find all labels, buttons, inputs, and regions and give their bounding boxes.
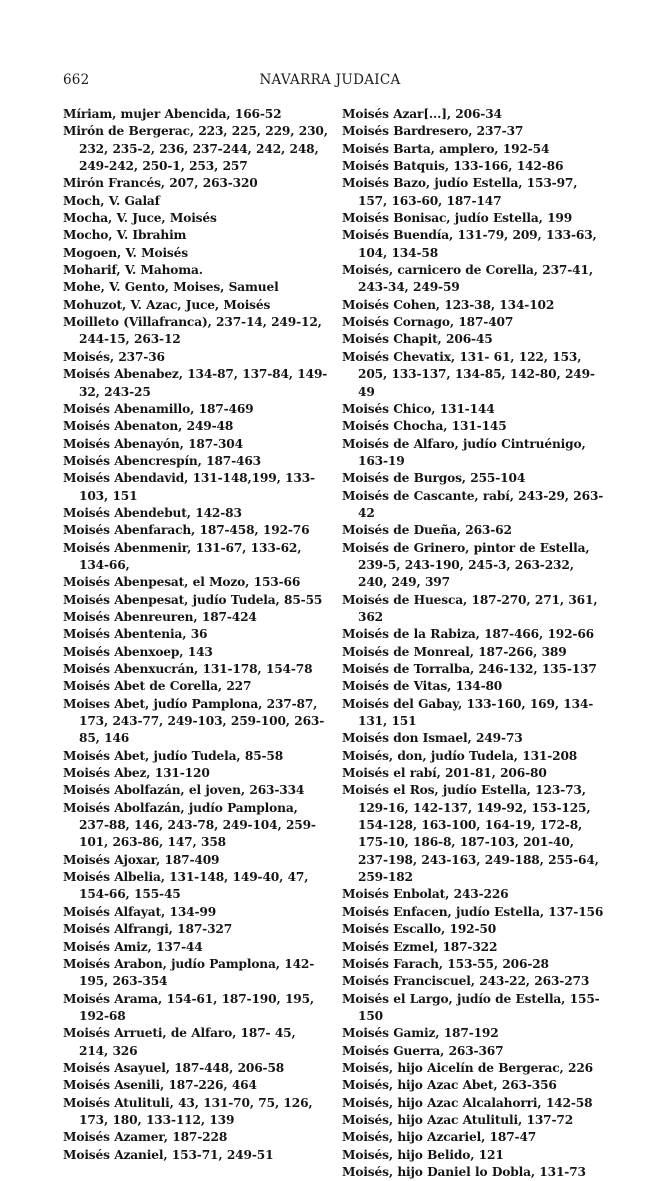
- index-entry: Moisés Alfayat, 134-99: [63, 904, 217, 919]
- index-entry: Moisés Bonisac, judío Estella, 199: [342, 211, 573, 226]
- index-entry: Moisés Asenili, 187-226, 464: [63, 1078, 257, 1093]
- index-entry: Moisés Abenaton, 249-48: [63, 419, 234, 434]
- index-entry: Moisés Cornago, 187-407: [342, 315, 514, 330]
- index-entry: Moisés Arama, 154-61, 187-190, 195, 192-68: [63, 991, 315, 1023]
- index-entry: Moisés Abolfazán, el joven, 263-334: [63, 783, 305, 798]
- index-entry: Moisés Arrueti, de Alfaro, 187- 45, 214, 326: [63, 1026, 296, 1058]
- index-entry: Moisés del Gabay, 133-160, 169, 134-131, 151: [342, 696, 594, 729]
- index-entry: Moisés de Vitas, 134-80: [342, 679, 503, 694]
- index-entry: Moisés Ajoxar, 187-409: [63, 852, 220, 867]
- index-entry: Moisés Farach, 153-55, 206-28: [342, 956, 549, 971]
- index-entry: Moisés Abenxucrán, 131-178, 154-78: [63, 662, 313, 676]
- index-entry: Moch, V. Galaf: [63, 193, 160, 208]
- index-entry: Moisés Abendavid, 131-148,199, 133-103, 151: [63, 471, 315, 503]
- index-entry: Moisés Albelia, 131-148, 149-40, 47, 154-66, 155-45: [63, 870, 309, 902]
- index-entry: Moisés Abenfarach, 187-458, 192-76: [63, 523, 310, 538]
- index-entry: Moisés Abencrespín, 187-463: [63, 453, 262, 468]
- index-entry: Moisés Arabon, judío Pamplona, 142-195, 263-354: [63, 956, 315, 989]
- index-entry: Moisés Ezmel, 187-322: [342, 939, 498, 954]
- index-entry: Mohuzot, V. Azac, Juce, Moisés: [63, 297, 271, 312]
- index-entry: Mocho, V. Ibrahim: [63, 228, 187, 243]
- index-entry: Moisés Abenmenir, 131-67, 133-62, 134-66,: [63, 540, 302, 572]
- page-number: 662: [63, 72, 90, 88]
- index-entry: Moisés Abet de Corella, 227: [63, 679, 252, 694]
- index-entry: Mogoen, V. Moisés: [63, 245, 188, 260]
- index-entry: Moisés Abenayón, 187-304: [63, 436, 243, 451]
- index-entry: Moisés Abendebut, 142-83: [63, 505, 242, 520]
- index-entry: Moisés Gamiz, 187-192: [342, 1026, 499, 1041]
- index-entry: Moisés, carnicero de Corella, 237-41, 243-34, 249-59: [342, 263, 593, 295]
- index-entry: Mirón Francés, 207, 263-320: [63, 176, 258, 191]
- index-entry: Moisés el Largo, judío de Estella, 155-150: [342, 991, 600, 1023]
- index-entry: Moisés, 237-36: [63, 349, 165, 364]
- index-entry: Moisés Abenabez, 134-87, 137-84, 149-32, 243-25: [63, 367, 328, 399]
- index-entry: Moisés Abentenia, 36: [63, 627, 208, 642]
- index-entry: Moisés Enbolat, 243-226: [342, 887, 509, 902]
- index-entry: Moisés Enfacen, judío Estella, 137-156: [342, 904, 604, 919]
- index-entry: Moisés de Torralba, 246-132, 135-137: [342, 662, 597, 676]
- index-entry: Moisés Batquis, 133-166, 142-86: [342, 159, 564, 174]
- index-entry: Moisés Abenpesat, judío Tudela, 85-55: [63, 592, 323, 607]
- index-entry: Moisés, hijo Azac Alcalahorri, 142-58: [342, 1095, 593, 1110]
- index-entry: Moisés Abenamillo, 187-469: [63, 401, 254, 416]
- index-entry: Moisés Chocha, 131-145: [342, 419, 507, 434]
- index-entry: Moisés Alfrangi, 187-327: [63, 922, 233, 937]
- index-entry: Moisés, hijo Daniel lo Dobla, 131-73: [342, 1164, 586, 1179]
- index-entry: Moisés, hijo Azcariel, 187-47: [342, 1130, 537, 1145]
- index-entry: Moisés, hijo Azac Atulituli, 137-72: [342, 1112, 574, 1127]
- index-entry: Moilleto (Villafranca), 237-14, 249-12, 244-15, 263-12: [63, 315, 322, 347]
- index-entry: Moisés Bazo, judío Estella, 153-97, 157, 163-60, 187-147: [342, 176, 578, 208]
- index-entry: Mocha, V. Juce, Moisés: [63, 211, 217, 226]
- index-entry: Moisés Azamer, 187-228: [63, 1130, 228, 1145]
- index-entry: Moisés Asayuel, 187-448, 206-58: [63, 1060, 285, 1075]
- index-entry: Moisés de Grinero, pintor de Estella, 239-5, 243-190, 245-3, 263-232, 240, 249, 397: [342, 540, 590, 590]
- index-entry: Moisés de la Rabiza, 187-466, 192-66: [342, 627, 595, 642]
- index-entry: Moisés Chico, 131-144: [342, 401, 495, 416]
- index-entry: Moisés de Huesca, 187-270, 271, 361, 362: [342, 592, 598, 624]
- index-entry: Moisés Abet, judío Tudela, 85-58: [63, 748, 284, 763]
- index-entry: Moisés de Dueña, 263-62: [342, 523, 512, 538]
- index-entry: Mohe, V. Gento, Moises, Samuel: [63, 280, 279, 295]
- index-entry: Moisés Azaniel, 153-71, 249-51: [63, 1147, 274, 1162]
- index-entry: Moisés el rabí, 201-81, 206-80: [342, 766, 547, 781]
- index-entry: Moisés de Cascante, rabí, 243-29, 263-42: [342, 488, 604, 520]
- index-entry: Moisés de Monreal, 187-266, 389: [342, 644, 567, 659]
- index-entry: Moisés Cohen, 123-38, 134-102: [342, 297, 555, 312]
- index-entry: Moisés Chapit, 206-45: [342, 332, 493, 347]
- index-entry: Míriam, mujer Abencida, 166-52: [63, 107, 282, 121]
- index-entry: Moisés Guerra, 263-367: [342, 1043, 504, 1058]
- index-entry: Moharif, V. Mahoma.: [63, 263, 203, 278]
- index-entry: Moisés Amiz, 137-44: [63, 939, 203, 954]
- index-entry: Moisés Escallo, 192-50: [342, 922, 497, 937]
- running-title: NAVARRA JUDAICA: [259, 72, 401, 88]
- index-entry: Moisés Abenreuren, 187-424: [63, 609, 257, 624]
- index-entry: Moisés Bardresero, 237-37: [342, 124, 524, 139]
- index-entry: Moisés Abolfazán, judío Pamplona, 237-88, 146, 243-78, 249-104, 259-101, 263-86, 147, 358: [63, 800, 316, 850]
- index-entry: Moises Abet, judío Pamplona, 237-87, 173, 243-77, 249-103, 259-100, 263-85, 146: [63, 696, 325, 746]
- index-entry: Moisés, hijo Aicelín de Bergerac, 226: [342, 1060, 593, 1075]
- index-column-left: [63, 106, 328, 1164]
- index-entry: Moisés Franciscuel, 243-22, 263-273: [342, 974, 590, 989]
- index-entry: Moisés, don, judío Tudela, 131-208: [342, 748, 578, 763]
- index-entry: Moisés Abenxoep, 143: [63, 644, 213, 659]
- index-entry: Moisés Azar[...], 206-34: [342, 107, 502, 121]
- index-entry: Moisés don Ismael, 249-73: [342, 731, 523, 746]
- index-entry: Moisés de Alfaro, judío Cintruénigo, 163-19: [342, 436, 586, 468]
- index-entry: Moisés Atulituli, 43, 131-70, 75, 126, 173, 180, 133-112, 139: [63, 1095, 313, 1127]
- index-entry: Moisés Barta, amplero, 192-54: [342, 141, 550, 156]
- index-entry: Mirón de Bergerac, 223, 225, 229, 230, 232, 235-2, 236, 237-244, 242, 248, 249-242, 250-1, 253, 257: [63, 124, 328, 174]
- index-entry: Moisés Chevatix, 131- 61, 122, 153, 205, 133-137, 134-85, 142-80, 249-49: [342, 349, 595, 399]
- index-entry: Moisés el Ros, judío Estella, 123-73, 129-16, 142-137, 149-92, 153-125, 154-128, 163-100, 164-19, 172-8, 175-10, 186-8, 187-103, 201-40, 237-198, 243-163, 249-188, 255-64, 259-182: [342, 783, 599, 885]
- index-entry: Moisés Abenpesat, el Mozo, 153-66: [63, 575, 301, 590]
- index-entry: Moisés de Burgos, 255-104: [342, 471, 526, 486]
- index-entry: Moisés, hijo Azac Abet, 263-356: [342, 1078, 557, 1093]
- index-entry: Moisés Buendía, 131-79, 209, 133-63, 104, 134-58: [342, 228, 597, 260]
- index-column-right: [342, 106, 604, 1181]
- index-entry: Moisés, hijo Belido, 121: [342, 1147, 504, 1162]
- index-entry: Moisés Abez, 131-120: [63, 766, 210, 781]
